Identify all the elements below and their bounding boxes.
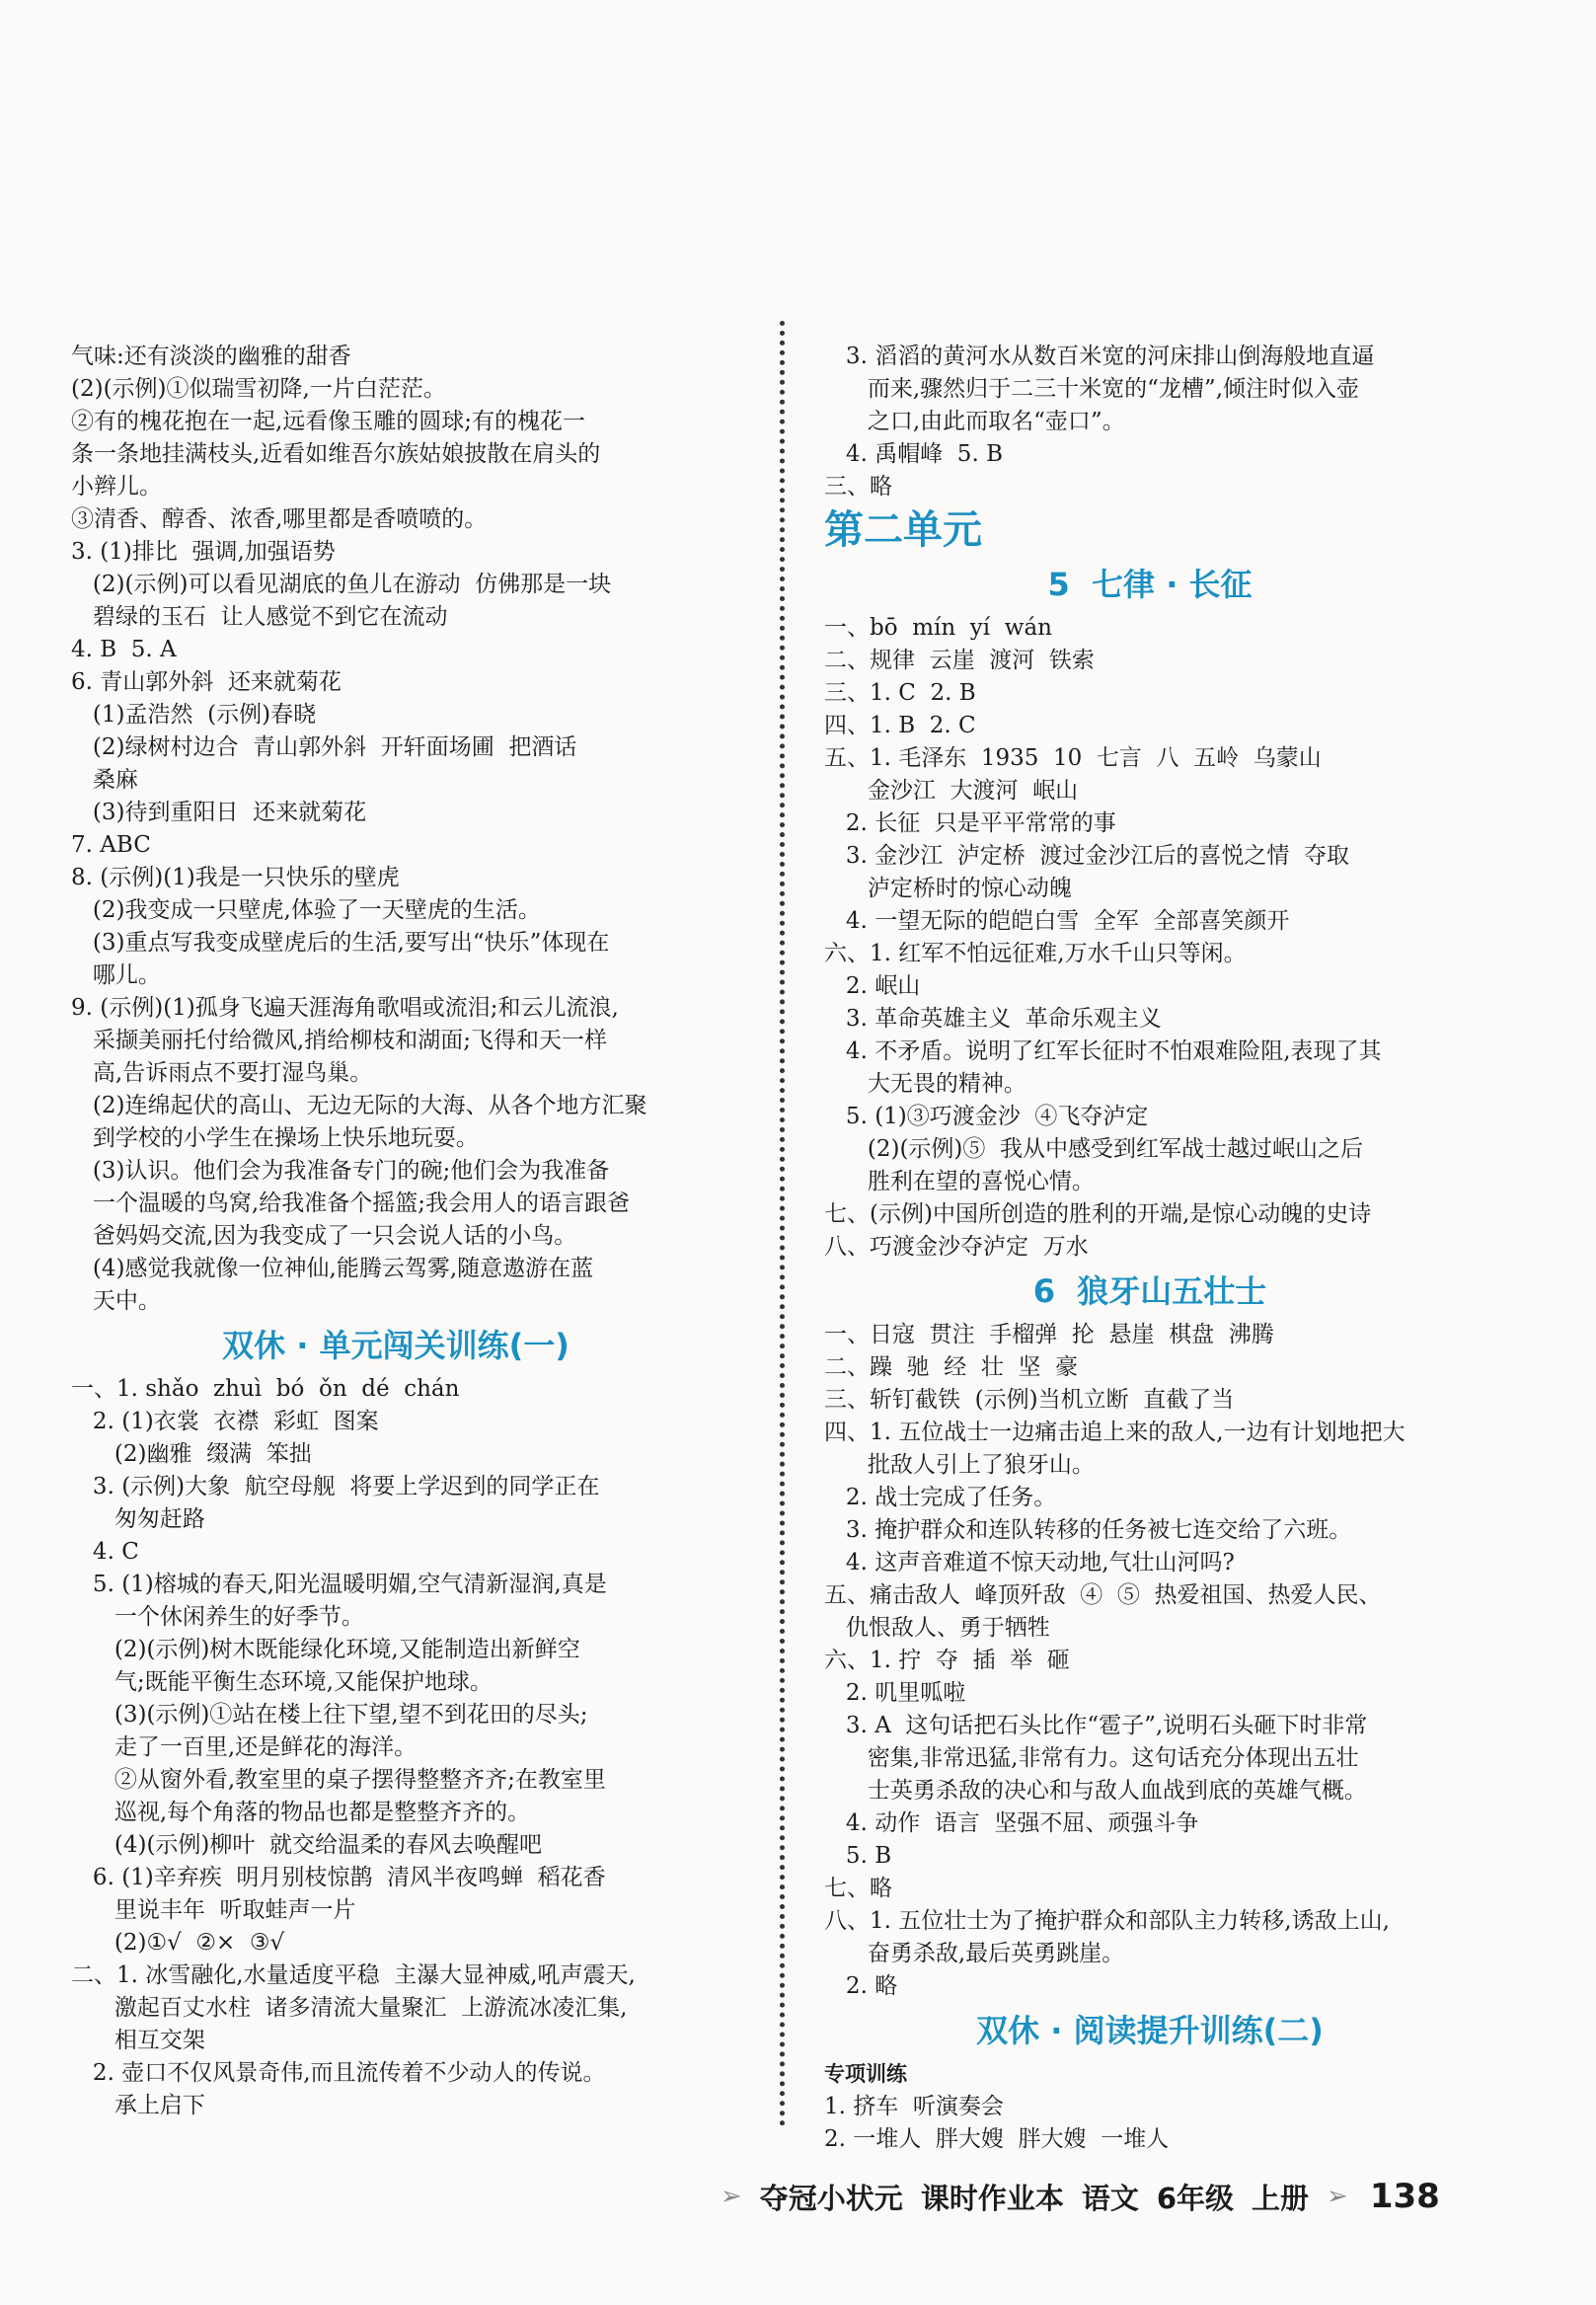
answer-line: 一个温暖的鸟窝,给我准备个摇篮;我会用人的语言跟爸 [71, 1191, 630, 1216]
answer-line: 承上启下 [71, 2093, 205, 2118]
answer-line: (2)绿树村边合 青山郭外斜 开轩面场圃 把酒话 [71, 734, 577, 760]
answer-line: 2. 叽里呱啦 [824, 1680, 966, 1706]
answer-line: 里说丰年 听取蛙声一片 [71, 1897, 356, 1923]
answer-line: 9. (示例)(1)孤身飞遍天涯海角歌唱或流泪;和云儿流浪, [71, 995, 619, 1021]
answer-line: 桑麻 [71, 767, 138, 793]
section-title: 双休 · 阅读提升训练(二) [976, 2012, 1324, 2049]
page-footer [721, 2172, 1471, 2221]
arrow-icon: ➢ [721, 2182, 742, 2211]
answer-line: 6. (1)辛弃疾 明月别枝惊鹊 清风半夜鸣蝉 稻花香 [71, 1865, 606, 1890]
answer-line: 3. 滔滔的黄河水从数百米宽的河床排山倒海般地直逼 [824, 344, 1375, 369]
answer-line: 士英勇杀敌的决心和与敌人血战到底的英雄气概。 [824, 1778, 1367, 1804]
answer-line: 4. 这声音难道不惊天动地,气壮山河吗? [824, 1550, 1235, 1575]
answer-line: 密集,非常迅猛,非常有力。这句话充分体现出五壮 [824, 1745, 1359, 1771]
answer-line: 条一条地挂满枝头,近看如维吾尔族姑娘披散在肩头的 [71, 441, 601, 467]
answer-line: 3. (示例)大象 航空母舰 将要上学迟到的同学正在 [71, 1474, 600, 1499]
answer-line: 小辫儿。 [71, 474, 162, 499]
answer-line: 批敌人引上了狼牙山。 [824, 1452, 1095, 1478]
answer-line: 3. 掩护群众和连队转移的任务被七连交给了六班。 [824, 1517, 1352, 1543]
answer-line: 仇恨敌人、勇于牺牲 [824, 1615, 1050, 1641]
answer-line: 哪儿。 [71, 962, 161, 988]
answer-line: 4. B 5. A [71, 637, 177, 662]
answer-line: ②有的槐花抱在一起,远看像玉雕的圆球;有的槐花一 [71, 409, 586, 434]
answer-line: 五、痛击敌人 峰顶歼敌 ④ ⑤ 热爱祖国、热爱人民、 [824, 1582, 1382, 1608]
answer-line: (3)待到重阳日 还来就菊花 [71, 800, 367, 825]
answer-line: 奋勇杀敌,最后英勇跳崖。 [824, 1941, 1125, 1966]
answer-line: (2)①√ ②× ③√ [71, 1930, 285, 1956]
answer-line: 三、略 [824, 474, 892, 499]
section-title: 5 七律 · 长征 [1047, 566, 1253, 603]
answer-line: (3)(示例)①站在楼上往下望,望不到花田的尽头; [71, 1702, 588, 1728]
answer-line: 一个休闲养生的好季节。 [71, 1604, 364, 1630]
answer-line: 之口,由此而取名“壶口”。 [824, 409, 1125, 434]
answer-line: 到学校的小学生在操场上快乐地玩耍。 [71, 1125, 479, 1151]
answer-line: 5. B [824, 1843, 892, 1869]
unit-title: 第二单元 [824, 506, 982, 553]
answer-line: 3. 金沙江 泸定桥 渡过金沙江后的喜悦之情 夺取 [824, 843, 1350, 869]
answer-line: 6. 青山郭外斜 还来就菊花 [71, 669, 342, 695]
answer-line: 五、1. 毛泽东 1935 10 七言 八 五岭 乌蒙山 [824, 745, 1322, 771]
answer-line: 匆匆赶路 [71, 1506, 205, 1532]
answer-line: 三、1. C 2. B [824, 680, 976, 706]
answer-line: 六、1. 红军不怕远征难,万水千山只等闲。 [824, 941, 1247, 966]
answer-line: 胜利在望的喜悦心情。 [824, 1169, 1095, 1194]
answer-line: (2)(示例)①似瑞雪初降,一片白茫茫。 [71, 376, 446, 402]
answer-line: 一、bō mín yí wán [824, 615, 1052, 641]
answer-line: (3)重点写我变成壁虎后的生活,要写出“快乐”体现在 [71, 930, 610, 956]
answer-line: 4. 不矛盾。说明了红军长征时不怕艰难险阻,表现了其 [824, 1038, 1382, 1064]
answer-line: 1. 挤车 听演奏会 [824, 2094, 1004, 2119]
answer-line: (2)连绵起伏的高山、无边无际的大海、从各个地方汇聚 [71, 1093, 647, 1118]
answer-line: ②从窗外看,教室里的桌子摆得整整齐齐;在教室里 [71, 1767, 606, 1793]
answer-line: 七、略 [824, 1876, 892, 1901]
answer-line: 一、日寇 贯注 手榴弹 抡 悬崖 棋盘 沸腾 [824, 1322, 1274, 1347]
answer-line: 三、斩钉截铁 (示例)当机立断 直截了当 [824, 1387, 1235, 1413]
answer-line: (2)幽雅 缀满 笨拙 [71, 1441, 312, 1467]
answer-line: 2. 壶口不仅风景奇伟,而且流传着不少动人的传说。 [71, 2060, 606, 2086]
answer-line: 四、1. B 2. C [824, 713, 976, 738]
answer-line: (2)(示例)⑤ 我从中感受到红军战士越过岷山之后 [824, 1136, 1364, 1162]
answer-line: ③清香、醇香、浓香,哪里都是香喷喷的。 [71, 506, 488, 532]
answer-line: 大无畏的精神。 [824, 1071, 1026, 1097]
answer-line: 3. A 这句话把石头比作“雹子”,说明石头砸下时非常 [824, 1713, 1368, 1738]
right-column [824, 341, 1476, 2156]
answer-line: 而来,骤然归于二三十米宽的“龙槽”,倾注时似入壶 [824, 376, 1360, 402]
answer-line: 8. (示例)(1)我是一只快乐的壁虎 [71, 865, 400, 890]
answer-line: (4)(示例)柳叶 就交给温柔的春风去唤醒吧 [71, 1832, 543, 1858]
answer-line: 巡视,每个角落的物品也都是整整齐齐的。 [71, 1800, 531, 1825]
answer-line: 八、1. 五位壮士为了掩护群众和部队主力转移,诱敌上山, [824, 1908, 1390, 1934]
answer-line: 八、巧渡金沙夺泸定 万水 [824, 1234, 1089, 1260]
arrow-icon: ➢ [1327, 2182, 1348, 2211]
answer-line: 碧绿的玉石 让人感觉不到它在流动 [71, 604, 448, 630]
answer-line: 5. (1)③巧渡金沙 ④飞夺泸定 [824, 1104, 1149, 1129]
answer-line: 气;既能平衡生态环境,又能保护地球。 [71, 1669, 493, 1695]
answer-line: 爸妈妈交流,因为我变成了一只会说人话的小鸟。 [71, 1223, 577, 1249]
answer-line: 4. 一望无际的皑皑白雪 全军 全部喜笑颜开 [824, 908, 1290, 934]
column-divider [780, 321, 785, 2127]
page-number: 138 [1369, 2177, 1440, 2216]
answer-line: 4. C [71, 1539, 139, 1565]
answer-line: (1)孟浩然 (示例)春晓 [71, 702, 317, 728]
footer-book: 课时作业本 [920, 2181, 1064, 2215]
answer-line: 2. (1)衣裳 衣襟 彩虹 图案 [71, 1409, 379, 1434]
answer-line: 2. 长征 只是平平常常的事 [824, 810, 1116, 836]
answer-line: 二、1. 冰雪融化,水量适度平稳 主瀑大显神威,吼声震天, [71, 1962, 636, 1988]
footer-volume: 上册 [1252, 2181, 1310, 2215]
answer-line: (2)(示例)可以看见湖底的鱼儿在游动 仿佛那是一块 [71, 572, 612, 597]
answer-line: 天中。 [71, 1288, 161, 1314]
answer-line: 金沙江 大渡河 岷山 [824, 778, 1079, 804]
left-column [71, 341, 721, 2122]
answer-line: 7. ABC [71, 832, 151, 858]
answer-line: 5. (1)榕城的春天,阳光温暖明媚,空气清新湿润,真是 [71, 1572, 607, 1597]
answer-line: 2. 略 [824, 1973, 898, 1999]
section-title: 双休 · 单元闯关训练(一) [222, 1327, 570, 1364]
answer-line: 专项训练 [824, 2062, 907, 2086]
footer-subject: 语文 [1081, 2181, 1139, 2215]
answer-line: 气味:还有淡淡的幽雅的甜香 [71, 344, 351, 369]
answer-line: 激起百丈水柱 诸多清流大量聚汇 上游流冰凌汇集, [71, 1995, 628, 2021]
answer-line: 4. 禹帽峰 5. B [824, 441, 1003, 467]
answer-line: 2. 战士完成了任务。 [824, 1485, 1057, 1510]
footer-brand: 夺冠小状元 [759, 2181, 903, 2215]
answer-line: 六、1. 拧 夺 插 举 砸 [824, 1648, 1070, 1673]
answer-line: 泸定桥时的惊心动魄 [824, 876, 1072, 901]
answer-line: 相互交架 [71, 2028, 205, 2053]
answer-line: 一、1. shǎo zhuì bó ǒn dé chán [71, 1376, 460, 1402]
answer-line: 高,告诉雨点不要打湿鸟巢。 [71, 1060, 373, 1086]
answer-line: (2)我变成一只壁虎,体验了一天壁虎的生活。 [71, 897, 541, 923]
answer-line: 2. 岷山 [824, 973, 921, 999]
answer-line: (2)(示例)树木既能绿化环境,又能制造出新鲜空 [71, 1637, 580, 1662]
answer-line: 4. 动作 语言 坚强不屈、顽强斗争 [824, 1810, 1199, 1836]
answer-line: (3)认识。他们会为我准备专门的碗;他们会为我准备 [71, 1158, 610, 1184]
section-title: 6 狼牙山五壮士 [1032, 1272, 1267, 1310]
answer-line: 3. (1)排比 强调,加强语势 [71, 539, 336, 565]
answer-line: 3. 革命英雄主义 革命乐观主义 [824, 1006, 1162, 1032]
answer-line: (4)感觉我就像一位神仙,能腾云驾雾,随意遨游在蓝 [71, 1256, 594, 1281]
answer-line: 七、(示例)中国所创造的胜利的开端,是惊心动魄的史诗 [824, 1201, 1372, 1227]
answer-line: 走了一百里,还是鲜花的海洋。 [71, 1734, 418, 1760]
answer-line: 二、躁 驰 经 壮 坚 豪 [824, 1354, 1079, 1380]
footer-grade: 6年级 [1156, 2181, 1235, 2215]
answer-line: 四、1. 五位战士一边痛击追上来的敌人,一边有计划地把大 [824, 1420, 1406, 1445]
answer-line: 2. 一堆人 胖大嫂 胖大嫂 一堆人 [824, 2126, 1170, 2152]
answer-line: 二、规律 云崖 渡河 铁索 [824, 648, 1095, 673]
answer-line: 采撷美丽托付给微风,捎给柳枝和湖面;飞得和天一样 [71, 1028, 607, 1053]
